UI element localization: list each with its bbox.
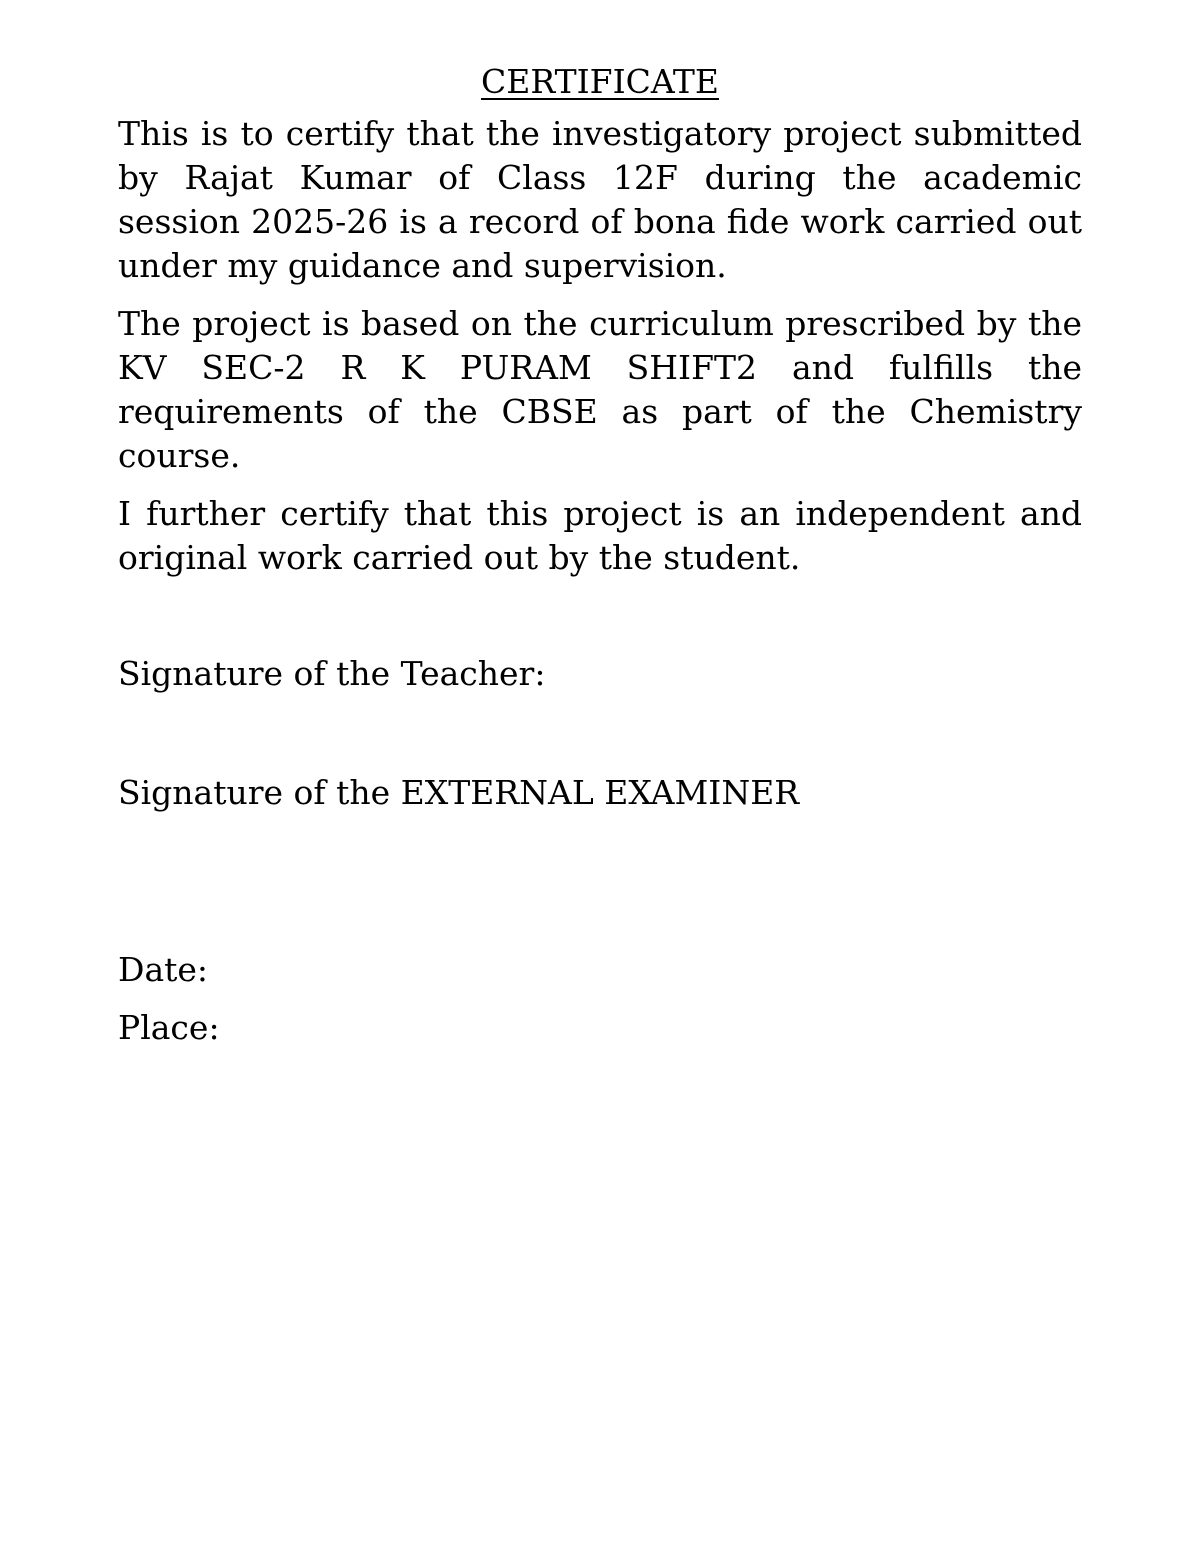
curriculum-paragraph: The project is based on the curriculum prescribed by the KV SEC-2 R K PURAM SHIFT2 and fulfills the requirements of the CBSE as part of the Chemistry course. [118,304,1082,475]
certificate-title: CERTIFICATE [481,62,719,101]
place-label: Place: [118,1008,220,1047]
originality-paragraph: I further certify that this project is an independent and original work carried out by the student. [118,494,1082,577]
certificate-page [118,60,1082,1050]
external-examiner-signature-label: Signature of the EXTERNAL EXAMINER [118,773,800,812]
teacher-signature-label: Signature of the Teacher: [118,654,546,693]
date-label: Date: [118,950,209,989]
certification-paragraph: This is to certify that the investigatory project submitted by Rajat Kumar of Class 12F during the academic session 2025-26 is a record of bona fide work carried out under my guidance and supervision. [118,114,1082,285]
